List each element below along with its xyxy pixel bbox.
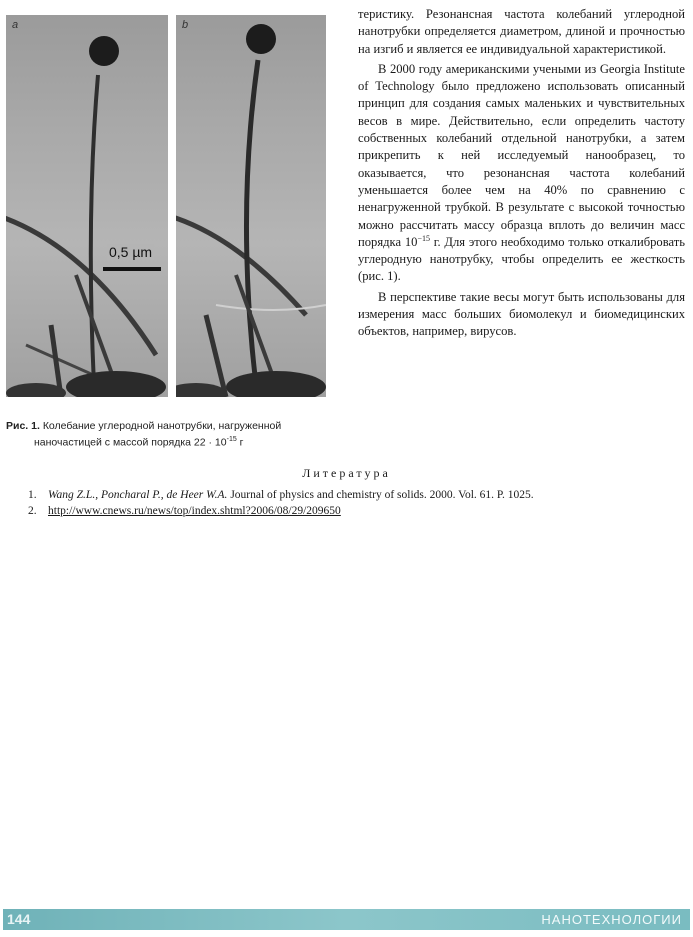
reference-link[interactable]: http://www.cnews.ru/news/top/index.shtml?2006/08/29/209650 — [48, 505, 341, 517]
reference-authors: Wang Z.L., Poncharal P., de Heer W.A. — [48, 489, 228, 501]
references-heading: Литература — [302, 466, 391, 480]
reference-body — [48, 487, 534, 503]
micrograph-panel-b — [176, 15, 326, 397]
micrograph-panel-a — [6, 15, 168, 397]
reference-source: Journal of physics and chemistry of solids. 2000. Vol. 61. P. 1025. — [227, 489, 534, 501]
figure-caption — [6, 420, 346, 450]
scale-bar-label: 0,5 µm — [109, 244, 153, 260]
scale-bar — [103, 267, 161, 271]
nanotube-image-b — [176, 15, 326, 397]
nanotube-image-a — [6, 15, 168, 397]
paragraph-3: В перспективе такие весы могут быть использованы для измерения масс больших биомолекул и биомедицинских объектов, например, вирусов. — [358, 289, 685, 339]
panel-b-label: b — [182, 19, 189, 31]
references-list — [28, 487, 688, 519]
mass-exponent: −15 — [417, 233, 430, 243]
paragraph-1: теристику. Резонансная частота колебаний углеродной нанотрубки определяется диаметром, длиной и прочностью на изгиб и является ее индивидуальной характеристикой. — [358, 7, 685, 56]
reference-item — [28, 503, 688, 519]
reference-item — [28, 487, 688, 503]
caption-line-2 — [6, 433, 346, 450]
reference-number: 1. — [28, 489, 37, 501]
caption-unit: г — [236, 436, 244, 449]
article-body — [358, 6, 685, 341]
caption-line-1: Колебание углеродной нанотрубки, нагруженной — [42, 420, 282, 432]
paragraph-2 — [358, 61, 685, 286]
caption-exponent: -15 — [226, 436, 237, 443]
panel-a-label: a — [12, 19, 19, 31]
figure-1 — [0, 0, 340, 400]
reference-number: 2. — [28, 505, 37, 517]
caption-line-2-text: наночастицей с массой порядка 22 · 10 — [34, 436, 227, 449]
page-number: 144 — [7, 911, 31, 927]
page-footer — [3, 909, 690, 930]
caption-lead: Рис. 1. — [6, 420, 40, 432]
paragraph-2-text: В 2000 году американскими учеными из Georgia Institute of Technology было предложено использовать описанный принцип для создания самых маленьких и чувствительных весов в мире. Действительно, если определить частоту собственных колебаний отдельной нанотрубки, а затем прикрепить к ней исследуемый нанообразец, то оказывается, что резонансная частота колебаний уменьшается более чем на 40% по сравнению с ненагруженной трубкой. В результате с высокой точностью можно рассчитать массу образца вплоть до величин масс порядка 10 — [358, 61, 685, 249]
journal-name: НАНОТЕХНОЛОГИИ — [541, 912, 682, 927]
paragraph-2-end: г. Для этого необходимо только откалибровать углеродную нанотрубку, чтобы определить ее жесткость (рис. 1). — [358, 234, 685, 284]
